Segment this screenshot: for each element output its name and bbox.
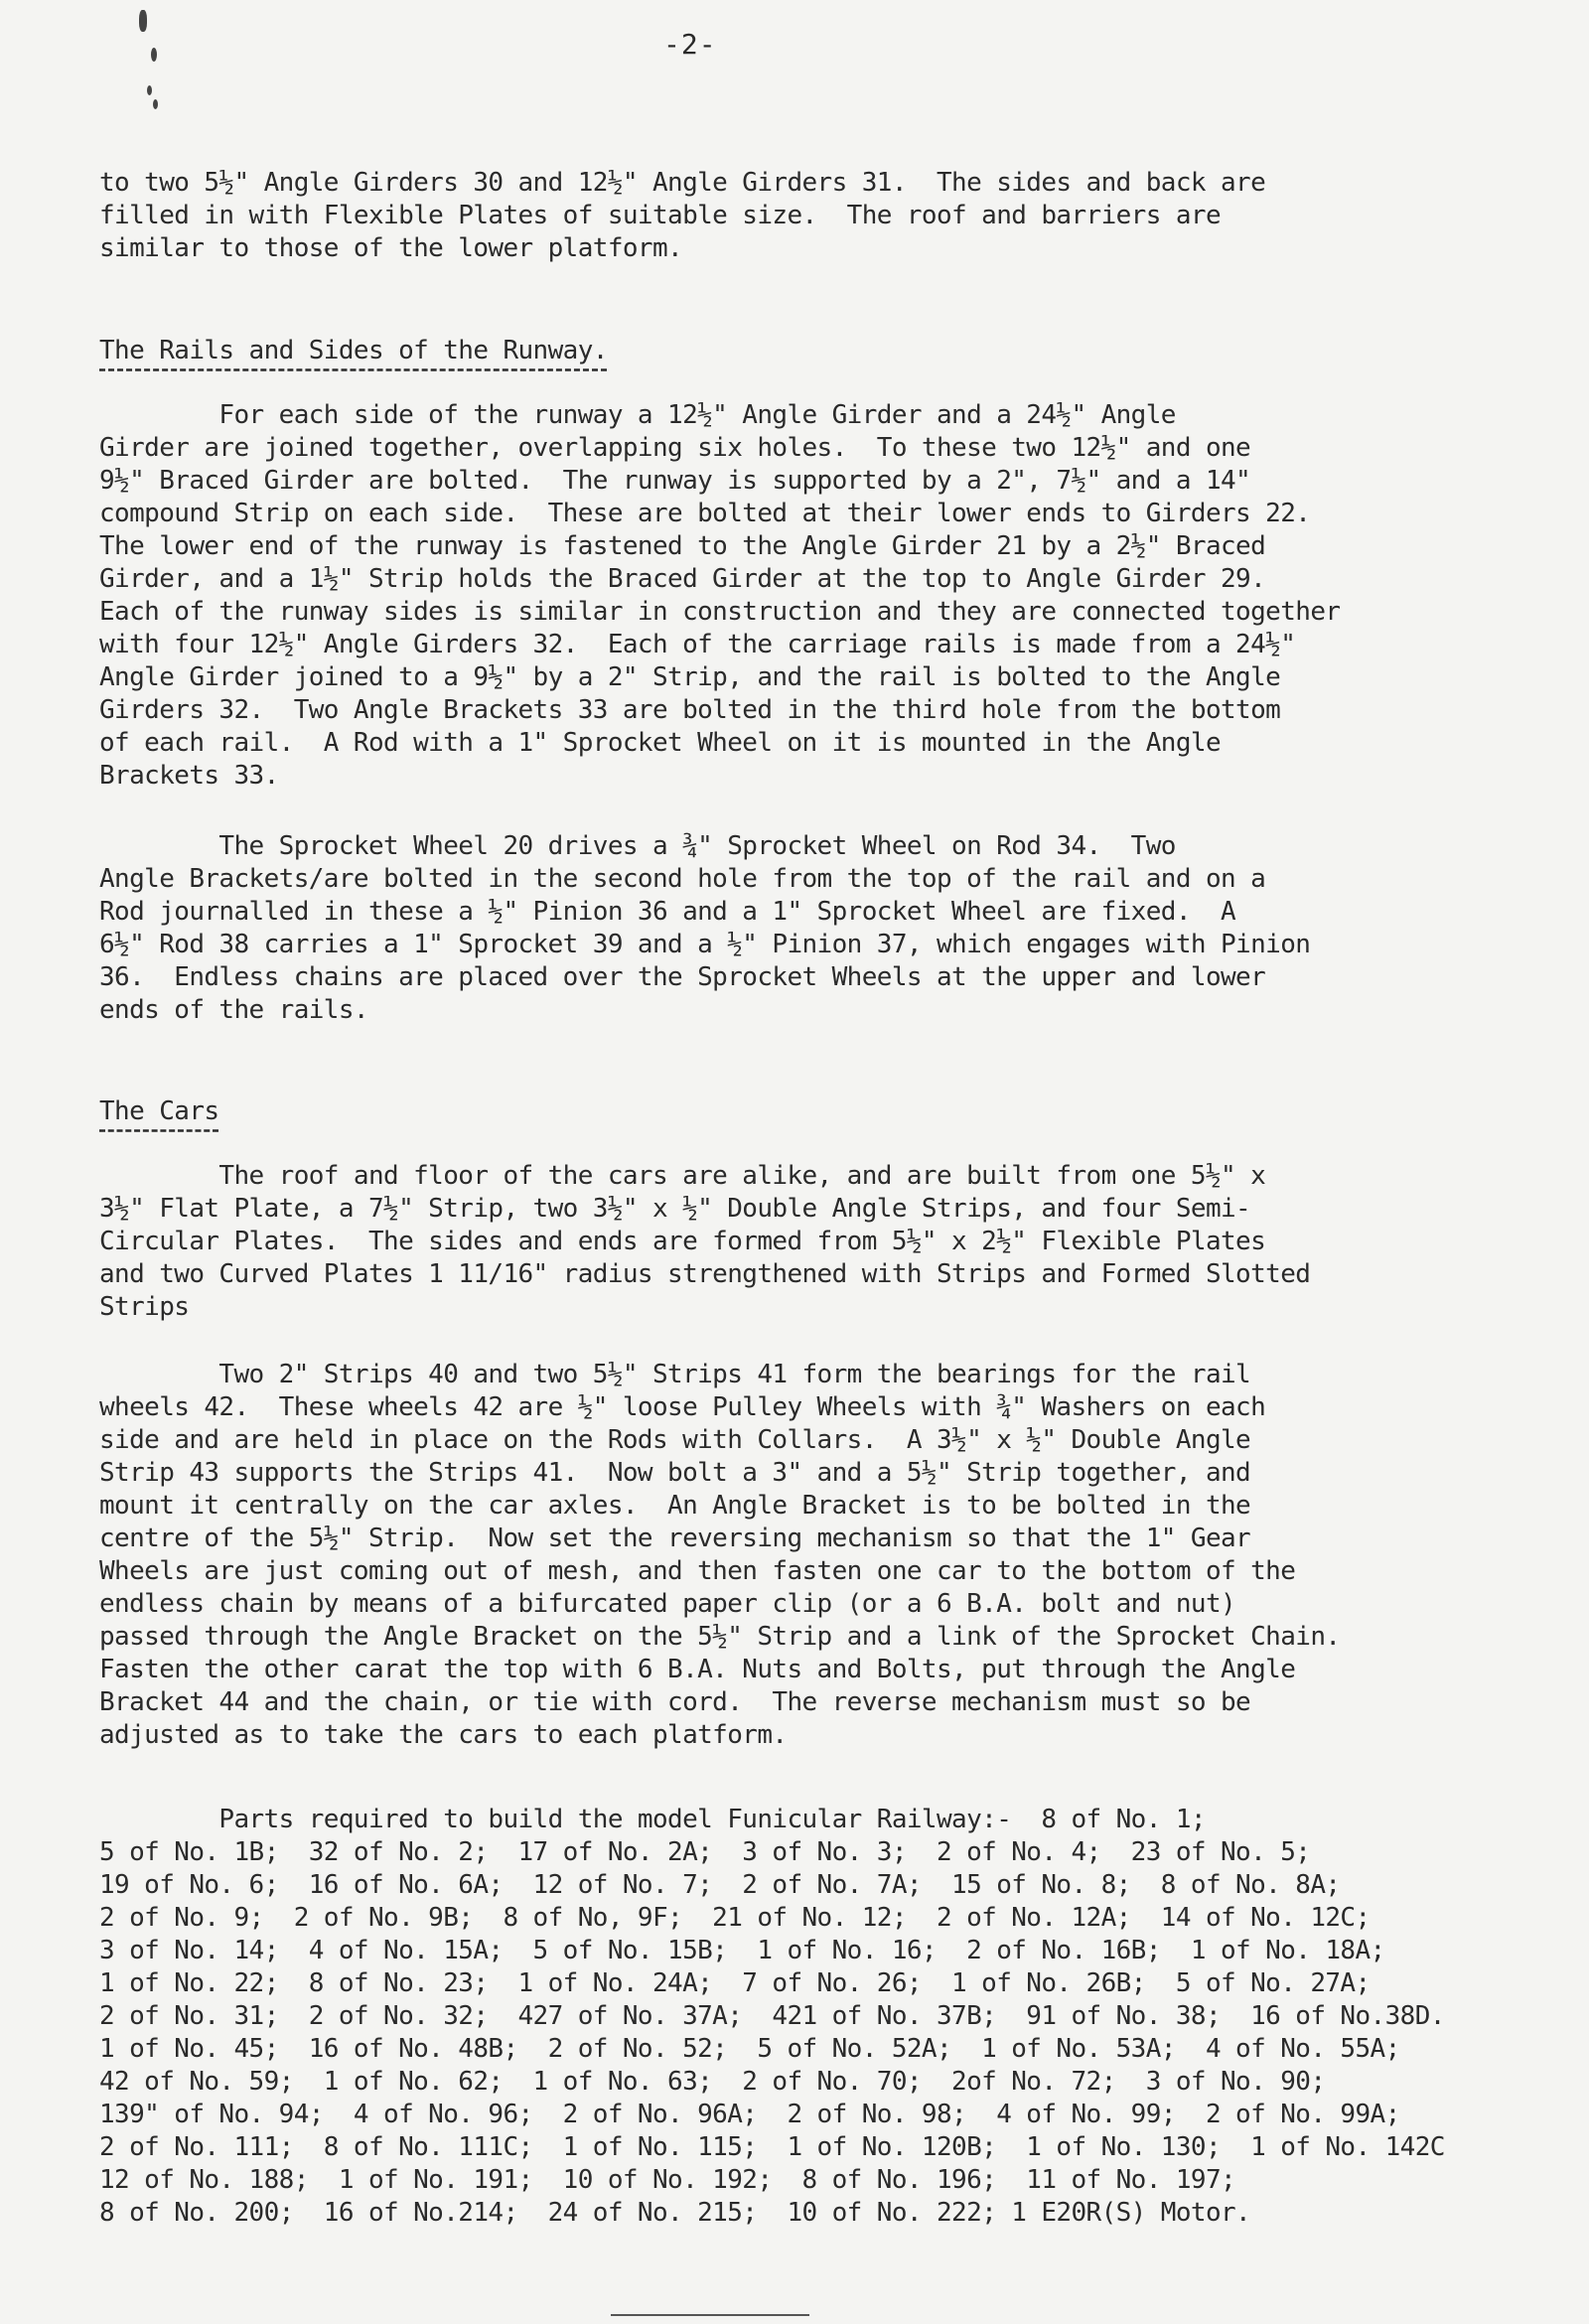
parts-line: 1 of No. 22; 8 of No. 23; 1 of No. 24A; 7 of No. 26; 1 of No. 26B; 5 of No. 27A;: [99, 1968, 1371, 1998]
text-line: Brackets 33.: [99, 761, 279, 791]
punch-hole-mark: [147, 85, 152, 95]
text-line: of each rail. A Rod with a 1" Sprocket Wheel on it is mounted in the Angle: [99, 728, 1221, 758]
footer-rule: [611, 2314, 809, 2316]
text-line: wheels 42. These wheels 42 are ½" loose Pulley Wheels with ¾" Washers on each: [99, 1392, 1266, 1422]
punch-hole-mark: [153, 99, 158, 109]
parts-line: 1 of No. 45; 16 of No. 48B; 2 of No. 52; 5 of No. 52A; 1 of No. 53A; 4 of No. 55A;: [99, 2034, 1400, 2064]
text-line: filled in with Flexible Plates of suitable size. The roof and barriers are: [99, 201, 1221, 230]
punch-hole-mark: [139, 10, 147, 32]
text-line: with four 12½" Angle Girders 32. Each of the carriage rails is made from a 24½": [99, 630, 1296, 659]
text-line: Each of the runway sides is similar in construction and they are connected together: [99, 597, 1341, 627]
punch-hole-mark: [151, 48, 157, 62]
text-line: ends of the rails.: [99, 995, 368, 1025]
page-number: -2-: [663, 28, 717, 61]
text-line: passed through the Angle Bracket on the 5½" Strip and a link of the Sprocket Chain.: [99, 1622, 1341, 1652]
parts-line: 19 of No. 6; 16 of No. 6A; 12 of No. 7; 2 of No. 7A; 15 of No. 8; 8 of No. 8A;: [99, 1870, 1341, 1900]
parts-line: 139" of No. 94; 4 of No. 96; 2 of No. 96A; 2 of No. 98; 4 of No. 99; 2 of No. 99A;: [99, 2100, 1400, 2129]
text-line: Wheels are just coming out of mesh, and then fasten one car to the bottom of the: [99, 1556, 1296, 1586]
text-line: endless chain by means of a bifurcated paper clip (or a 6 B.A. bolt and nut): [99, 1589, 1236, 1619]
section-heading-cars: The Cars: [99, 1096, 219, 1126]
text-line: Girder, and a 1½" Strip holds the Braced Girder at the top to Angle Girder 29.: [99, 564, 1266, 594]
text-line: 9½" Braced Girder are bolted. The runway is supported by a 2", 7½" and a 14": [99, 466, 1251, 496]
text-line: 3½" Flat Plate, a 7½" Strip, two 3½" x ½" Double Angle Strips, and four Semi-: [99, 1194, 1251, 1224]
parts-line: 3 of No. 14; 4 of No. 15A; 5 of No. 15B; 1 of No. 16; 2 of No. 16B; 1 of No. 18A;: [99, 1936, 1385, 1965]
section-heading-runway: The Rails and Sides of the Runway.: [99, 336, 608, 365]
parts-line: Parts required to build the model Funicular Railway:- 8 of No. 1;: [99, 1805, 1206, 1834]
text-line: The Sprocket Wheel 20 drives a ¾" Sprocket Wheel on Rod 34. Two: [99, 831, 1176, 861]
parts-line: 2 of No. 9; 2 of No. 9B; 8 of No, 9F; 21 of No. 12; 2 of No. 12A; 14 of No. 12C;: [99, 1903, 1371, 1933]
text-line: Two 2" Strips 40 and two 5½" Strips 41 form the bearings for the rail: [99, 1360, 1251, 1389]
text-line: Strip 43 supports the Strips 41. Now bolt a 3" and a 5½" Strip together, and: [99, 1458, 1251, 1488]
text-line: Rod journalled in these a ½" Pinion 36 and a 1" Sprocket Wheel are fixed. A: [99, 897, 1236, 927]
text-line: adjusted as to take the cars to each platform.: [99, 1720, 788, 1750]
text-line: side and are held in place on the Rods with Collars. A 3½" x ½" Double Angle: [99, 1425, 1251, 1455]
text-line: The lower end of the runway is fastened to the Angle Girder 21 by a 2½" Braced: [99, 531, 1266, 561]
text-line: centre of the 5½" Strip. Now set the reversing mechanism so that the 1" Gear: [99, 1524, 1251, 1553]
text-line: The roof and floor of the cars are alike, and are built from one 5½" x: [99, 1161, 1266, 1191]
text-line: Fasten the other carat the top with 6 B.A. Nuts and Bolts, put through the Angle: [99, 1655, 1296, 1684]
text-line: Angle Brackets/are bolted in the second hole from the top of the rail and on a: [99, 864, 1266, 894]
parts-line: 8 of No. 200; 16 of No.214; 24 of No. 215; 10 of No. 222; 1 E20R(S) Motor.: [99, 2198, 1251, 2228]
text-line: similar to those of the lower platform.: [99, 233, 683, 263]
text-line: to two 5½" Angle Girders 30 and 12½" Angle Girders 31. The sides and back are: [99, 168, 1266, 198]
text-line: Angle Girder joined to a 9½" by a 2" Strip, and the rail is bolted to the Angle: [99, 662, 1281, 692]
text-line: Circular Plates. The sides and ends are formed from 5½" x 2½" Flexible Plates: [99, 1227, 1266, 1256]
parts-line: 42 of No. 59; 1 of No. 62; 1 of No. 63; 2 of No. 70; 2of No. 72; 3 of No. 90;: [99, 2067, 1326, 2097]
parts-line: 2 of No. 31; 2 of No. 32; 427 of No. 37A; 421 of No. 37B; 91 of No. 38; 16 of No.38D.: [99, 2001, 1445, 2031]
text-line: mount it centrally on the car axles. An Angle Bracket is to be bolted in the: [99, 1491, 1251, 1521]
text-line: compound Strip on each side. These are bolted at their lower ends to Girders 22.: [99, 499, 1311, 528]
text-line: 6½" Rod 38 carries a 1" Sprocket 39 and a ½" Pinion 37, which engages with Pinion: [99, 930, 1311, 959]
parts-line: 2 of No. 111; 8 of No. 111C; 1 of No. 115; 1 of No. 120B; 1 of No. 130; 1 of No. 142C: [99, 2132, 1445, 2162]
text-line: and two Curved Plates 1 11/16" radius strengthened with Strips and Formed Slotted: [99, 1259, 1311, 1289]
text-line: Strips: [99, 1292, 190, 1322]
parts-line: 12 of No. 188; 1 of No. 191; 10 of No. 192; 8 of No. 196; 11 of No. 197;: [99, 2165, 1236, 2195]
text-line: Girder are joined together, overlapping six holes. To these two 12½" and one: [99, 433, 1251, 463]
text-line: 36. Endless chains are placed over the Sprocket Wheels at the upper and lower: [99, 962, 1266, 992]
parts-line: 5 of No. 1B; 32 of No. 2; 17 of No. 2A; 3 of No. 3; 2 of No. 4; 23 of No. 5;: [99, 1837, 1311, 1867]
text-line: Girders 32. Two Angle Brackets 33 are bolted in the third hole from the bottom: [99, 695, 1281, 725]
text-line: Bracket 44 and the chain, or tie with cord. The reverse mechanism must so be: [99, 1687, 1251, 1717]
text-line: For each side of the runway a 12½" Angle Girder and a 24½" Angle: [99, 400, 1176, 430]
